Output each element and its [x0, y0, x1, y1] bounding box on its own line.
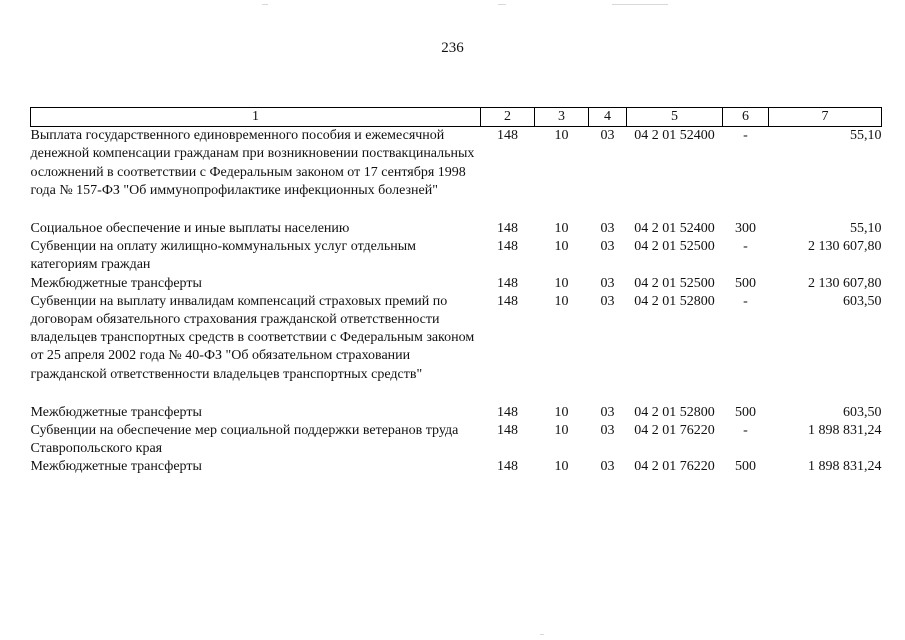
row-code-6: 300: [735, 221, 756, 237]
row-name: Межбюджетные трансферты: [30, 459, 202, 475]
row-code-2: 148: [497, 221, 518, 237]
row-code-3: 10: [554, 423, 569, 439]
row-amount: 1 898 831,24: [808, 459, 882, 475]
row-code-4: 03: [600, 275, 615, 291]
row-code-6: -: [743, 239, 748, 255]
row-name: Межбюджетные трансферты: [30, 404, 202, 420]
row-code-3: 10: [554, 275, 569, 291]
row-name: Социальное обеспечение и иные выплаты населению: [30, 221, 350, 237]
table-header-row: [31, 108, 882, 127]
page-number: 236: [441, 40, 464, 56]
row-name: Субвенции на выплату инвалидам компенсаций страховых премий по договорам обязательного страхования гражданской ответственности владельцев транспортных средств в соответствии с Федеральным законом от 25 апреля 2002 года № 40-ФЗ "Об обязательном страховании гражданской ответственности владельцев транспортных средств": [30, 293, 475, 382]
column-header: 2: [481, 108, 535, 127]
row-code-5: 04 2 01 52800: [634, 293, 715, 309]
row-code-5: 04 2 01 52400: [634, 221, 715, 237]
row-name: Межбюджетные трансферты: [30, 275, 202, 291]
row-name: Выплата государственного единовременного пособия и ежемесячной денежной компенсации гражданам при возникновении поствакцинальных осложнений в соответствии с Федеральным законом от 17 сентября 1998 года № 157-ФЗ "Об иммунопрофилактике инфекционных болезней": [30, 128, 475, 198]
row-code-2: 148: [497, 423, 518, 439]
column-header: 3: [535, 108, 589, 127]
row-code-2: 148: [497, 404, 518, 420]
row-code-2: 148: [497, 275, 518, 291]
row-code-6: 500: [735, 404, 756, 420]
row-amount: 2 130 607,80: [808, 239, 882, 255]
row-code-5: 04 2 01 52500: [634, 275, 715, 291]
row-code-4: 03: [600, 423, 615, 439]
row-code-3: 10: [554, 239, 569, 255]
row-code-3: 10: [554, 404, 569, 420]
row-code-4: 03: [600, 239, 615, 255]
column-header: 5: [627, 108, 723, 127]
row-amount: 603,50: [843, 293, 882, 309]
table-row: [31, 220, 882, 238]
row-code-4: 03: [600, 221, 615, 237]
row-code-5: 04 2 01 76220: [634, 423, 715, 439]
row-code-4: 03: [600, 459, 615, 475]
row-code-4: 03: [600, 404, 615, 420]
table-row: [31, 458, 882, 476]
row-amount: 55,10: [850, 128, 882, 144]
row-code-2: 148: [497, 459, 518, 475]
scan-artifact: [262, 4, 268, 5]
row-code-3: 10: [554, 293, 569, 309]
column-header: 7: [769, 108, 882, 127]
row-spacer: [31, 200, 882, 220]
row-code-5: 04 2 01 52400: [634, 128, 715, 144]
row-code-5: 04 2 01 52500: [634, 239, 715, 255]
row-code-6: -: [743, 423, 748, 439]
row-code-6: 500: [735, 459, 756, 475]
budget-table: [30, 107, 882, 477]
row-code-3: 10: [554, 221, 569, 237]
row-name: Субвенции на оплату жилищно-коммунальных услуг отдельным категориям граждан: [30, 239, 416, 273]
row-spacer: [31, 384, 882, 404]
row-name: Субвенции на обеспечение мер социальной поддержки ветеранов труда Ставропольского края: [30, 423, 459, 457]
table-row: [31, 422, 882, 458]
row-amount: 55,10: [850, 221, 882, 237]
row-code-2: 148: [497, 293, 518, 309]
row-code-4: 03: [600, 128, 615, 144]
table-row: [31, 275, 882, 293]
scan-artifact: [540, 634, 544, 635]
row-code-2: 148: [497, 239, 518, 255]
row-code-6: -: [743, 128, 748, 144]
table-row: [31, 238, 882, 274]
row-code-4: 03: [600, 293, 615, 309]
row-code-2: 148: [497, 128, 518, 144]
scan-artifact: [498, 4, 506, 5]
row-code-5: 04 2 01 76220: [634, 459, 715, 475]
column-header: 1: [31, 108, 481, 127]
table-row: [31, 127, 882, 200]
scan-artifact: [612, 4, 668, 5]
column-header: 6: [723, 108, 769, 127]
row-code-6: 500: [735, 275, 756, 291]
row-amount: 1 898 831,24: [808, 423, 882, 439]
table-row: [31, 293, 882, 384]
column-header: 4: [589, 108, 627, 127]
row-code-5: 04 2 01 52800: [634, 404, 715, 420]
table-row: [31, 404, 882, 422]
row-amount: 2 130 607,80: [808, 275, 882, 291]
row-amount: 603,50: [843, 404, 882, 420]
row-code-6: -: [743, 293, 748, 309]
row-code-3: 10: [554, 459, 569, 475]
row-code-3: 10: [554, 128, 569, 144]
